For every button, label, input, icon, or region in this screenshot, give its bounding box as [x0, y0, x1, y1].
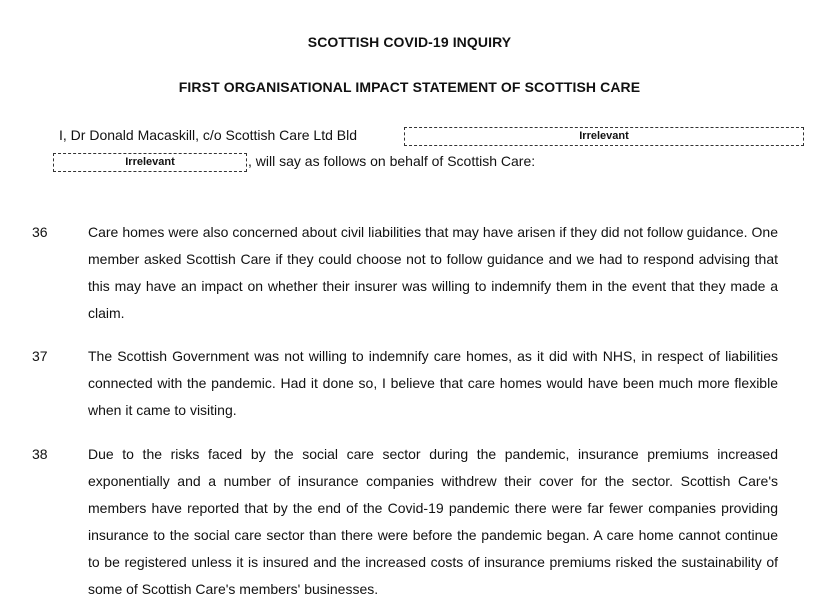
paragraph-number: 38: [32, 446, 48, 462]
paragraph-text: Care homes were also concerned about civil liabilities that may have arisen if they did not follow guidance. One member asked Scottish Care if they could choose not to follow guidance and we had to respond advising that this may have an impact on whether their insurer was willing to indemnify them in the event that they made a claim.: [88, 224, 778, 321]
paragraph-text: The Scottish Government was not willing to indemnify care homes, as it did with NHS, in respect of liabilities connected with the pandemic. Had it done so, I believe that care homes would have been much more flexible when it came to visiting.: [88, 348, 778, 418]
paragraph-text: Due to the risks faced by the social care sector during the pandemic, insurance premiums increased exponentially and a number of insurance companies withdrew their cover for the sector. Scottish Care's members have reported that by the end of the Covid-19 pandemic there were far fewer companies providing insurance to the social care sector than there were before the pandemic began. A care home cannot continue to be registered unless it is insured and the increased costs of insurance premiums risked the sustainability of some of Scottish Care's members' businesses.: [88, 446, 778, 597]
intro-line-1: I, Dr Donald Macaskill, c/o Scottish Care Ltd Bld: [59, 127, 358, 143]
paragraph-number: 37: [32, 348, 48, 364]
intro-line-2: , will say as follows on behalf of Scottish Care:: [248, 153, 536, 169]
paragraph-number: 36: [32, 224, 48, 240]
document-title: SCOTTISH COVID-19 INQUIRY: [307, 34, 512, 50]
redaction-box: Irrelevant: [53, 153, 247, 172]
document-subtitle: FIRST ORGANISATIONAL IMPACT STATEMENT OF SCOTTISH CARE: [178, 79, 641, 95]
redaction-box: Irrelevant: [404, 127, 804, 146]
